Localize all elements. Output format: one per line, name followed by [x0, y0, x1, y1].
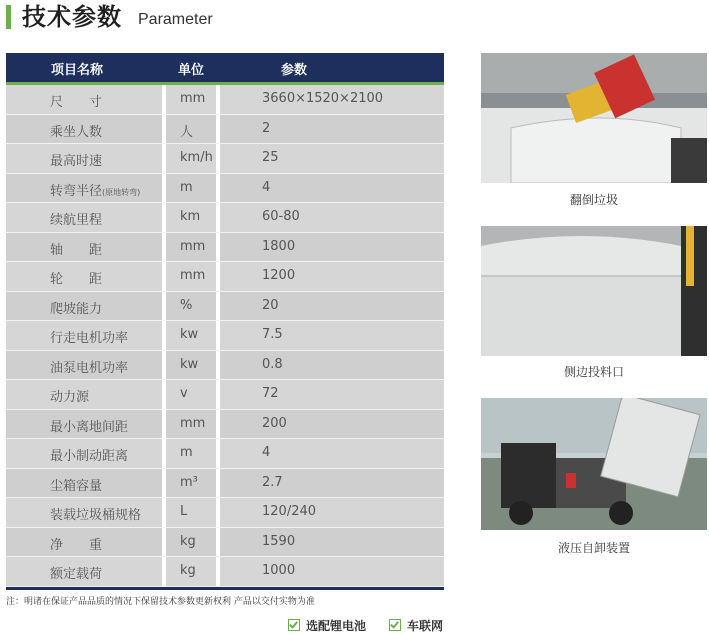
row-name: 最小制动距离 [50, 449, 129, 464]
photo-dumping [481, 53, 707, 183]
table-header [6, 53, 444, 85]
table-row [6, 115, 444, 145]
table-row [6, 410, 444, 440]
row-name: 乘坐人数 [50, 124, 103, 140]
row-value: 25 [262, 150, 279, 165]
option-iov [389, 617, 443, 634]
row-unit: m [180, 445, 193, 460]
row-name: 轮 距 [50, 272, 103, 287]
row-name: 油泵电机功率 [50, 360, 129, 376]
title-bar [0, 0, 709, 40]
disclaimer-note: 注：明诸在保证产品品质的情况下保留技术参数更新权利 产品以交付实物为准 [6, 597, 315, 607]
row-unit: % [180, 297, 193, 313]
table-row [6, 498, 444, 528]
row-unit: mm [180, 268, 206, 283]
photo-side-inlet [481, 226, 707, 356]
photo-caption-dumping: 翻倒垃圾 [569, 193, 618, 207]
option-lithium-battery [288, 617, 366, 634]
row-name: 净 重 [50, 537, 103, 553]
photo-caption-side-inlet: 侧边投料口 [563, 365, 624, 379]
table-row [6, 321, 444, 351]
photo-caption-hydraulic-dump: 液压自卸装置 [557, 541, 630, 555]
row-unit: v [180, 386, 188, 401]
row-name: 行走电机功率 [50, 331, 129, 346]
table-body [6, 85, 444, 587]
row-value: 20 [262, 297, 279, 313]
option-iov-label: 车联网 [407, 619, 444, 633]
row-name: 动力源 [50, 390, 90, 405]
row-value: 120/240 [262, 504, 317, 519]
table-row [6, 439, 444, 469]
row-unit: kw [180, 356, 199, 372]
table-row [6, 203, 444, 233]
row-unit: m³ [180, 474, 198, 490]
row-value: 1000 [262, 563, 296, 578]
table-row [6, 528, 444, 558]
row-value: 4 [262, 179, 271, 195]
row-unit: 人 [180, 124, 194, 140]
row-value: 72 [262, 386, 279, 401]
column-header-param: 参数 [281, 63, 308, 78]
title-accent-bar [6, 5, 11, 29]
row-name: 装载垃圾桶规格 [50, 508, 142, 523]
option-lithium-battery-label: 选配锂电池 [306, 619, 367, 633]
column-header-unit: 单位 [178, 63, 205, 78]
row-unit: kg [180, 563, 196, 578]
spec-table [6, 53, 444, 590]
row-value: 7.5 [262, 327, 283, 342]
row-unit: kw [180, 327, 199, 342]
check-icon [389, 619, 401, 631]
table-row [6, 292, 444, 322]
row-value: 200 [262, 415, 287, 431]
table-bottom-border [6, 587, 444, 590]
row-name: 尺 寸 [50, 95, 103, 110]
row-value: 2.7 [262, 474, 283, 490]
column-header-name: 项目名称 [51, 63, 104, 78]
check-icon [288, 619, 300, 631]
row-unit: mm [180, 238, 206, 254]
row-unit: km/h [180, 150, 213, 165]
table-row [6, 85, 444, 115]
table-row [6, 262, 444, 292]
row-value: 2 [262, 120, 271, 136]
row-unit: kg [180, 533, 196, 549]
row-unit: m [180, 179, 193, 195]
table-row [6, 144, 444, 174]
row-value: 3660×1520×2100 [262, 91, 384, 106]
row-name: 续航里程 [50, 213, 103, 228]
page-title: 技术参数 [22, 3, 122, 31]
photo-hydraulic-dump [481, 398, 707, 530]
table-row [6, 233, 444, 263]
row-value: 60-80 [262, 209, 300, 224]
row-name: 轴 距 [50, 242, 103, 258]
row-unit: L [180, 504, 188, 519]
row-name: 爬坡能力 [50, 301, 103, 317]
row-unit: mm [180, 415, 206, 431]
row-value: 4 [262, 445, 271, 460]
page-title-english: Parameter [138, 11, 213, 28]
row-value: 1800 [262, 238, 296, 254]
row-name: 最高时速 [50, 154, 103, 169]
row-unit: mm [180, 91, 206, 106]
row-unit: km [180, 209, 201, 224]
row-value: 1200 [262, 268, 296, 283]
row-name: 额定载荷 [50, 567, 103, 582]
table-row [6, 351, 444, 381]
row-name: 转弯半径(原地转弯) [50, 183, 141, 199]
row-name: 最小离地间距 [50, 419, 129, 435]
row-value: 1590 [262, 533, 296, 549]
table-row [6, 380, 444, 410]
table-row [6, 174, 444, 204]
table-row [6, 469, 444, 499]
row-name: 尘箱容量 [50, 478, 103, 494]
row-value: 0.8 [262, 356, 283, 372]
table-row [6, 557, 444, 587]
